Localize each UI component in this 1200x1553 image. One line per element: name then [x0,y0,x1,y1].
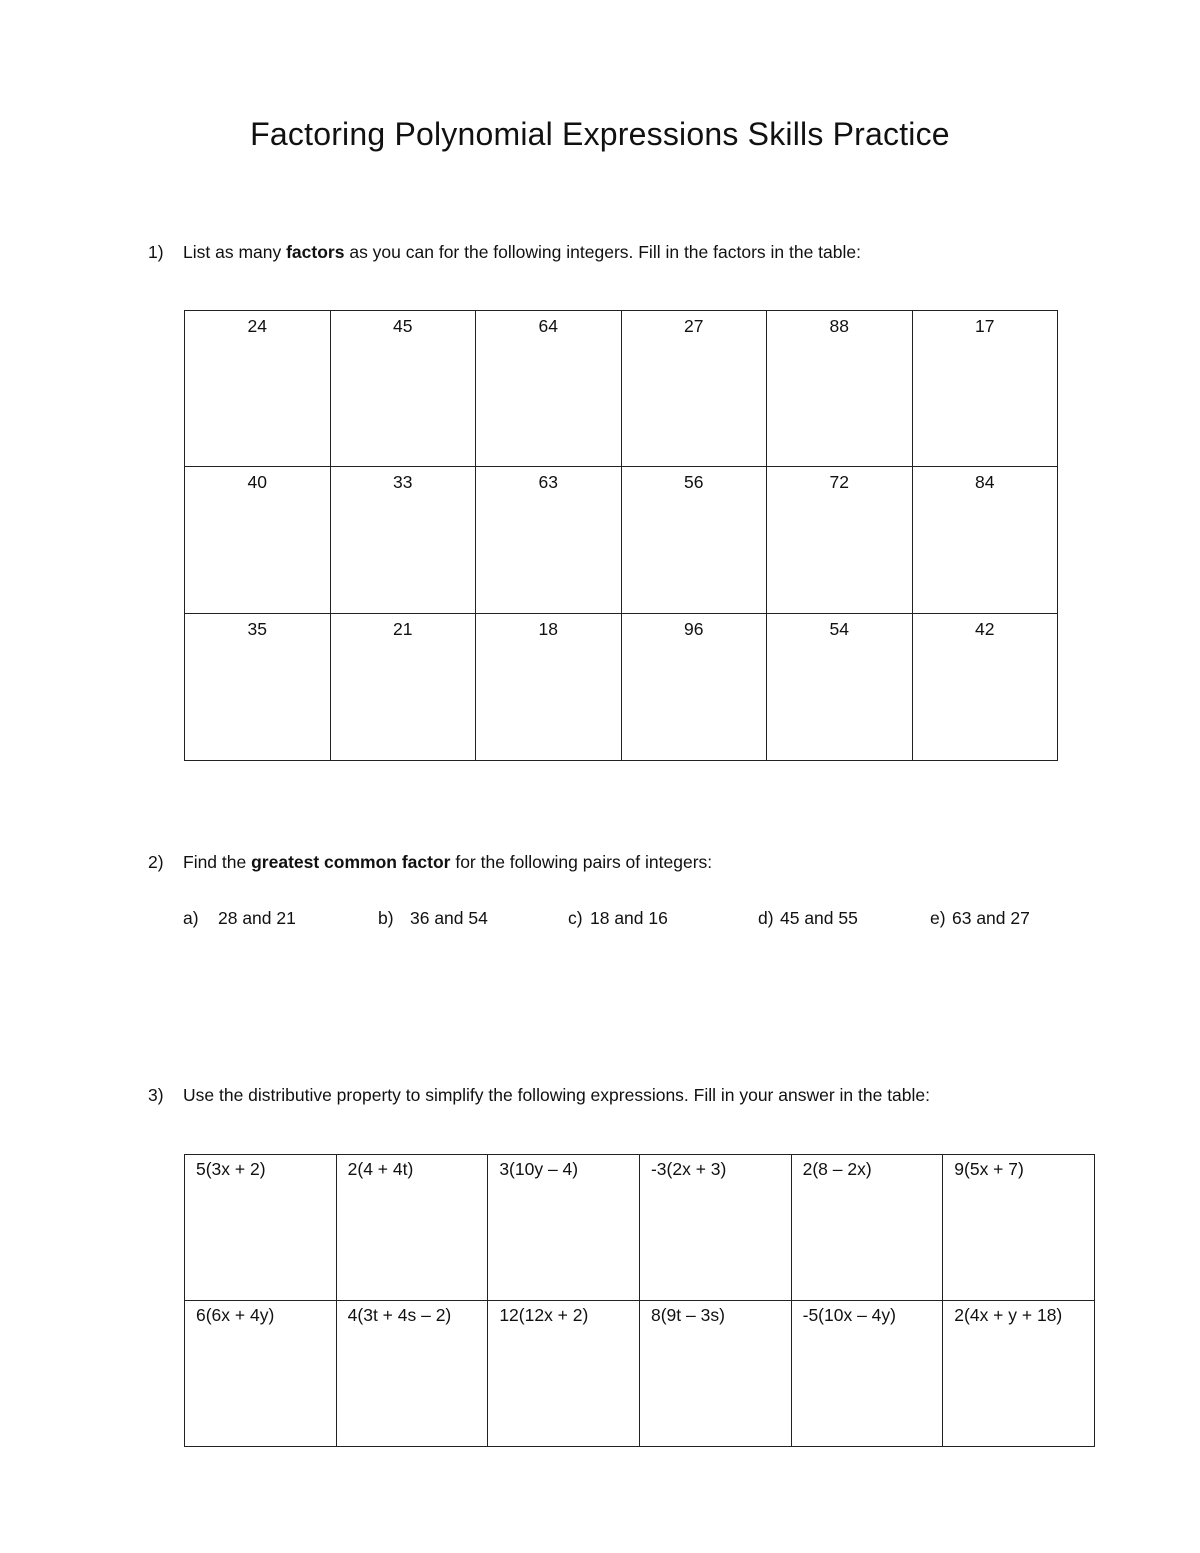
expression-cell[interactable]: 9(5x + 7) [943,1155,1095,1301]
factor-cell[interactable]: 96 [621,614,767,761]
factor-cell[interactable]: 72 [767,467,913,614]
item-text: 28 and 21 [218,908,296,928]
factor-cell[interactable]: 17 [912,311,1058,467]
question-1 [148,240,861,264]
factor-cell[interactable]: 88 [767,311,913,467]
item-label: a) [183,908,199,928]
expression-cell[interactable]: 8(9t – 3s) [639,1301,791,1447]
question-number: 2) [148,852,164,872]
factor-cell[interactable]: 64 [476,311,622,467]
factor-cell[interactable]: 24 [185,311,331,467]
expression-cell[interactable]: 2(4 + 4t) [336,1155,488,1301]
question-bold-term: factors [286,242,345,262]
expression-cell[interactable]: 5(3x + 2) [185,1155,337,1301]
question-text: Use the distributive property to simplify the following expressions. Fill in your answer in the table: [183,1085,931,1105]
item-label: c) [568,908,583,928]
factors-table [184,310,1058,761]
factor-cell[interactable]: 35 [185,614,331,761]
question-number: 3) [148,1085,164,1105]
factor-cell[interactable]: 56 [621,467,767,614]
gcf-item-a [183,906,296,930]
factor-cell[interactable]: 54 [767,614,913,761]
expression-cell[interactable]: 2(4x + y + 18) [943,1301,1095,1447]
page-title: Factoring Polynomial Expressions Skills Practice [250,116,950,152]
item-text: 45 and 55 [780,908,858,928]
factor-cell[interactable]: 63 [476,467,622,614]
question-text-start: List as many [183,242,287,262]
gcf-item-b [378,906,488,930]
factor-cell[interactable]: 45 [330,311,476,467]
expression-cell[interactable]: 12(12x + 2) [488,1301,640,1447]
question-text-end: for the following pairs of integers: [450,852,713,872]
gcf-item-c [568,906,668,930]
factor-cell[interactable]: 42 [912,614,1058,761]
item-text: 18 and 16 [590,908,668,928]
question-2 [148,850,712,874]
expression-cell[interactable]: 3(10y – 4) [488,1155,640,1301]
question-bold-term: greatest common factor [251,852,451,872]
question-text-end: as you can for the following integers. Fill in the factors in the table: [344,242,861,262]
factor-cell[interactable]: 33 [330,467,476,614]
factor-cell[interactable]: 21 [330,614,476,761]
question-number: 1) [148,242,164,262]
item-text: 63 and 27 [952,908,1030,928]
item-label: d) [758,908,774,928]
factor-cell[interactable]: 40 [185,467,331,614]
question-text-start: Find the [183,852,252,872]
item-text: 36 and 54 [410,908,488,928]
gcf-item-e [930,906,1030,930]
expression-cell[interactable]: 6(6x + 4y) [185,1301,337,1447]
expression-cell[interactable]: 4(3t + 4s – 2) [336,1301,488,1447]
factor-cell[interactable]: 84 [912,467,1058,614]
gcf-pairs [0,906,1200,932]
item-label: b) [378,908,394,928]
question-3 [148,1083,930,1107]
expression-cell[interactable]: 2(8 – 2x) [791,1155,943,1301]
factor-cell[interactable]: 27 [621,311,767,467]
expression-cell[interactable]: -3(2x + 3) [639,1155,791,1301]
item-label: e) [930,908,946,928]
gcf-item-d [758,906,858,930]
factor-cell[interactable]: 18 [476,614,622,761]
expression-cell[interactable]: -5(10x – 4y) [791,1301,943,1447]
distributive-table [184,1154,1095,1447]
